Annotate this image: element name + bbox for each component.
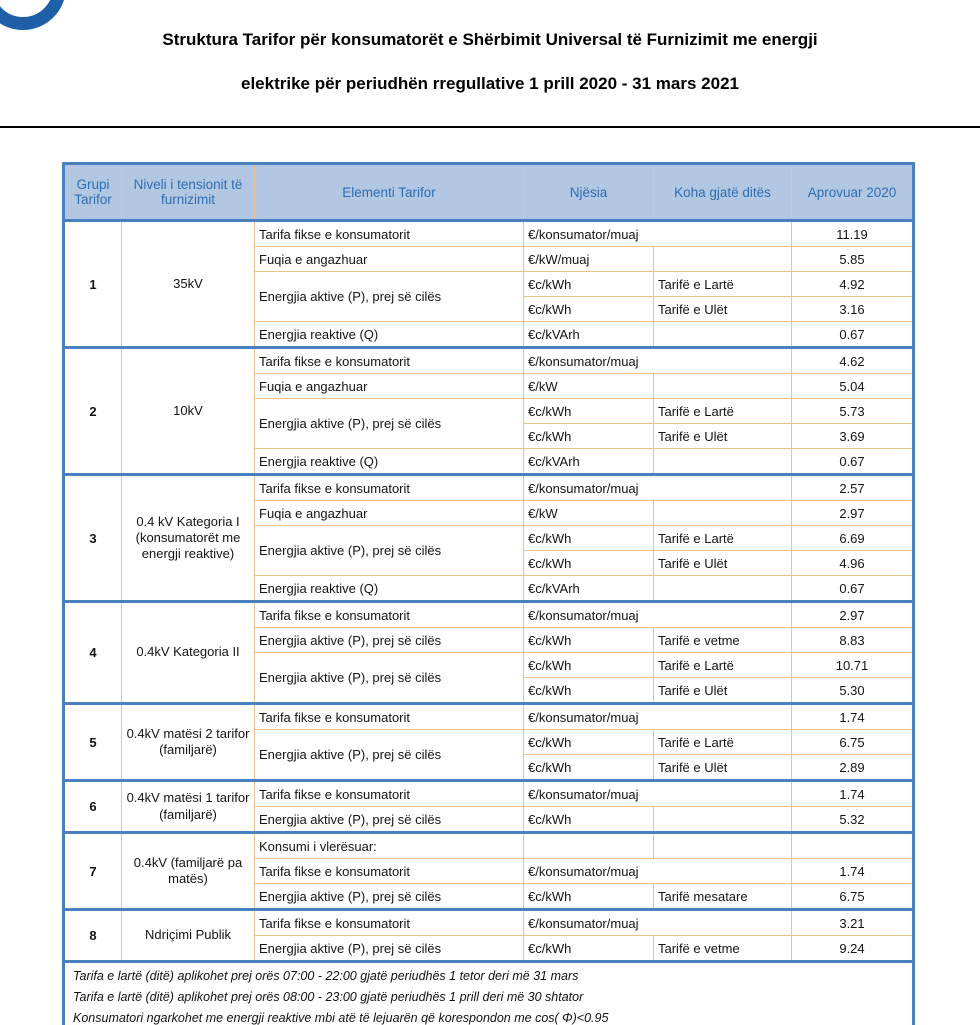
value-cell: 2.97 bbox=[792, 501, 914, 526]
time-of-day-cell bbox=[654, 576, 792, 602]
unit-cell: €c/kWh bbox=[524, 755, 654, 781]
unit-cell: €c/kWh bbox=[524, 399, 654, 424]
value-cell bbox=[792, 833, 914, 859]
time-of-day-cell: Tarifë e vetme bbox=[654, 628, 792, 653]
title-divider bbox=[0, 126, 980, 128]
element-cell: Tarifa fikse e konsumatorit bbox=[255, 859, 524, 884]
voltage-level-cell: 35kV bbox=[122, 221, 255, 348]
group-number-cell: 8 bbox=[64, 910, 122, 962]
value-cell: 0.67 bbox=[792, 576, 914, 602]
value-cell: 3.69 bbox=[792, 424, 914, 449]
element-cell: Fuqia e angazhuar bbox=[255, 501, 524, 526]
notes-row bbox=[64, 962, 914, 1025]
header-njesia: Njësia bbox=[524, 164, 654, 221]
value-cell: 6.75 bbox=[792, 884, 914, 910]
value-cell: 4.96 bbox=[792, 551, 914, 576]
element-cell: Energjia aktive (P), prej së cilës bbox=[255, 730, 524, 781]
unit-cell: €c/kWh bbox=[524, 884, 654, 910]
unit-cell: €/konsumator/muaj bbox=[524, 910, 792, 936]
note-line: Tarifa e lartë (ditë) aplikohet prej orës 08:00 - 23:00 gjatë periudhës 1 prill deri më 30 shtator bbox=[73, 990, 584, 1004]
element-cell: Tarifa fikse e konsumatorit bbox=[255, 781, 524, 807]
value-cell: 4.92 bbox=[792, 272, 914, 297]
tariff-table-body bbox=[64, 221, 914, 962]
unit-cell bbox=[524, 833, 654, 859]
element-cell: Energjia reaktive (Q) bbox=[255, 322, 524, 348]
time-of-day-cell: Tarifë e Ulët bbox=[654, 551, 792, 576]
voltage-level-cell: 0.4kV matësi 1 tarifor (familjarë) bbox=[122, 781, 255, 833]
value-cell: 5.30 bbox=[792, 678, 914, 704]
element-cell: Energjia aktive (P), prej së cilës bbox=[255, 399, 524, 449]
tariff-row bbox=[64, 602, 914, 628]
tariff-row bbox=[64, 475, 914, 501]
value-cell: 2.97 bbox=[792, 602, 914, 628]
value-cell: 11.19 bbox=[792, 221, 914, 247]
element-cell: Tarifa fikse e konsumatorit bbox=[255, 910, 524, 936]
element-cell: Energjia aktive (P), prej së cilës bbox=[255, 272, 524, 322]
tariff-table bbox=[62, 162, 915, 1025]
unit-cell: €/konsumator/muaj bbox=[524, 221, 792, 247]
unit-cell: €/kW/muaj bbox=[524, 247, 654, 272]
time-of-day-cell: Tarifë e Lartë bbox=[654, 272, 792, 297]
element-cell: Tarifa fikse e konsumatorit bbox=[255, 221, 524, 247]
tariff-table-header bbox=[64, 164, 914, 221]
voltage-level-cell: 10kV bbox=[122, 348, 255, 475]
page-title-line2: elektrike për periudhën rregullative 1 prill 2020 - 31 mars 2021 bbox=[241, 74, 739, 93]
element-cell: Energjia aktive (P), prej së cilës bbox=[255, 936, 524, 962]
value-cell: 2.89 bbox=[792, 755, 914, 781]
group-number-cell: 3 bbox=[64, 475, 122, 602]
unit-cell: €/konsumator/muaj bbox=[524, 348, 792, 374]
unit-cell: €c/kWh bbox=[524, 551, 654, 576]
time-of-day-cell: Tarifë e Lartë bbox=[654, 399, 792, 424]
unit-cell: €c/kWh bbox=[524, 272, 654, 297]
unit-cell: €c/kWh bbox=[524, 653, 654, 678]
time-of-day-cell: Tarifë e Lartë bbox=[654, 653, 792, 678]
ring-logo-icon bbox=[0, 0, 66, 30]
value-cell: 0.67 bbox=[792, 322, 914, 348]
time-of-day-cell bbox=[654, 833, 792, 859]
voltage-level-cell: Ndriçimi Publik bbox=[122, 910, 255, 962]
value-cell: 5.85 bbox=[792, 247, 914, 272]
group-number-cell: 2 bbox=[64, 348, 122, 475]
group-number-cell: 5 bbox=[64, 704, 122, 781]
unit-cell: €/konsumator/muaj bbox=[524, 475, 792, 501]
unit-cell: €/konsumator/muaj bbox=[524, 602, 792, 628]
header-koha-gjate-dites: Koha gjatë ditës bbox=[654, 164, 792, 221]
value-cell: 4.62 bbox=[792, 348, 914, 374]
unit-cell: €/kW bbox=[524, 501, 654, 526]
value-cell: 8.83 bbox=[792, 628, 914, 653]
value-cell: 6.75 bbox=[792, 730, 914, 755]
tariff-row bbox=[64, 833, 914, 859]
page-title bbox=[0, 30, 980, 94]
time-of-day-cell bbox=[654, 501, 792, 526]
unit-cell: €/konsumator/muaj bbox=[524, 781, 792, 807]
value-cell: 3.21 bbox=[792, 910, 914, 936]
element-cell: Konsumi i vlerësuar: bbox=[255, 833, 524, 859]
time-of-day-cell bbox=[654, 449, 792, 475]
element-cell: Tarifa fikse e konsumatorit bbox=[255, 704, 524, 730]
time-of-day-cell bbox=[654, 374, 792, 399]
time-of-day-cell: Tarifë e vetme bbox=[654, 936, 792, 962]
element-cell: Energjia reaktive (Q) bbox=[255, 449, 524, 475]
value-cell: 2.57 bbox=[792, 475, 914, 501]
time-of-day-cell bbox=[654, 322, 792, 348]
element-cell: Tarifa fikse e konsumatorit bbox=[255, 348, 524, 374]
value-cell: 5.04 bbox=[792, 374, 914, 399]
voltage-level-cell: 0.4kV matësi 2 tarifor (familjarë) bbox=[122, 704, 255, 781]
element-cell: Energjia aktive (P), prej së cilës bbox=[255, 628, 524, 653]
value-cell: 1.74 bbox=[792, 781, 914, 807]
unit-cell: €c/kWh bbox=[524, 678, 654, 704]
voltage-level-cell: 0.4 kV Kategoria I (konsumatorët me energji reaktive) bbox=[122, 475, 255, 602]
voltage-level-cell: 0.4kV (familjarë pa matës) bbox=[122, 833, 255, 910]
header-row bbox=[64, 164, 914, 221]
tariff-row bbox=[64, 704, 914, 730]
tariff-row bbox=[64, 221, 914, 247]
time-of-day-cell: Tarifë e Ulët bbox=[654, 678, 792, 704]
time-of-day-cell: Tarifë e Ulët bbox=[654, 297, 792, 322]
header-aprovuar-2020: Aprovuar 2020 bbox=[792, 164, 914, 221]
tariff-row bbox=[64, 910, 914, 936]
group-number-cell: 7 bbox=[64, 833, 122, 910]
time-of-day-cell bbox=[654, 807, 792, 833]
element-cell: Tarifa fikse e konsumatorit bbox=[255, 602, 524, 628]
voltage-level-cell: 0.4kV Kategoria II bbox=[122, 602, 255, 704]
element-cell: Energjia aktive (P), prej së cilës bbox=[255, 884, 524, 910]
element-cell: Energjia aktive (P), prej së cilës bbox=[255, 807, 524, 833]
time-of-day-cell: Tarifë mesatare bbox=[654, 884, 792, 910]
value-cell: 10.71 bbox=[792, 653, 914, 678]
value-cell: 6.69 bbox=[792, 526, 914, 551]
tariff-table-footer bbox=[64, 962, 914, 1025]
time-of-day-cell: Tarifë e Ulët bbox=[654, 424, 792, 449]
notes-cell bbox=[64, 962, 914, 1025]
tariff-row bbox=[64, 348, 914, 374]
unit-cell: €c/kWh bbox=[524, 628, 654, 653]
unit-cell: €c/kVArh bbox=[524, 449, 654, 475]
group-number-cell: 6 bbox=[64, 781, 122, 833]
unit-cell: €/konsumator/muaj bbox=[524, 859, 792, 884]
note-line: Tarifa e lartë (ditë) aplikohet prej orës 07:00 - 22:00 gjatë periudhës 1 tetor deri më 31 mars bbox=[73, 969, 579, 983]
value-cell: 9.24 bbox=[792, 936, 914, 962]
value-cell: 0.67 bbox=[792, 449, 914, 475]
unit-cell: €/kW bbox=[524, 374, 654, 399]
group-number-cell: 1 bbox=[64, 221, 122, 348]
unit-cell: €c/kWh bbox=[524, 526, 654, 551]
unit-cell: €c/kWh bbox=[524, 424, 654, 449]
header-grupi-tarifor: Grupi Tarifor bbox=[64, 164, 122, 221]
element-cell: Energjia aktive (P), prej së cilës bbox=[255, 653, 524, 704]
unit-cell: €c/kWh bbox=[524, 936, 654, 962]
element-cell: Energjia reaktive (Q) bbox=[255, 576, 524, 602]
value-cell: 5.32 bbox=[792, 807, 914, 833]
unit-cell: €/konsumator/muaj bbox=[524, 704, 792, 730]
value-cell: 1.74 bbox=[792, 859, 914, 884]
value-cell: 1.74 bbox=[792, 704, 914, 730]
time-of-day-cell bbox=[654, 247, 792, 272]
group-number-cell: 4 bbox=[64, 602, 122, 704]
time-of-day-cell: Tarifë e Lartë bbox=[654, 526, 792, 551]
element-cell: Tarifa fikse e konsumatorit bbox=[255, 475, 524, 501]
value-cell: 5.73 bbox=[792, 399, 914, 424]
unit-cell: €c/kWh bbox=[524, 807, 654, 833]
unit-cell: €c/kVArh bbox=[524, 576, 654, 602]
page-title-line1: Struktura Tarifor për konsumatorët e Shërbimit Universal të Furnizimit me energji bbox=[162, 30, 818, 49]
header-niveli-tensionit: Niveli i tensionit të furnizimit bbox=[122, 164, 255, 221]
element-cell: Fuqia e angazhuar bbox=[255, 247, 524, 272]
element-cell: Fuqia e angazhuar bbox=[255, 374, 524, 399]
time-of-day-cell: Tarifë e Lartë bbox=[654, 730, 792, 755]
time-of-day-cell: Tarifë e Ulët bbox=[654, 755, 792, 781]
tariff-row bbox=[64, 781, 914, 807]
unit-cell: €c/kVArh bbox=[524, 322, 654, 348]
unit-cell: €c/kWh bbox=[524, 297, 654, 322]
value-cell: 3.16 bbox=[792, 297, 914, 322]
unit-cell: €c/kWh bbox=[524, 730, 654, 755]
element-cell: Energjia aktive (P), prej së cilës bbox=[255, 526, 524, 576]
header-elementi-tarifor: Elementi Tarifor bbox=[255, 164, 524, 221]
note-line: Konsumatori ngarkohet me energji reaktive mbi atë të lejuarën që korespondon me cos( Φ)<0.95 bbox=[73, 1011, 609, 1025]
